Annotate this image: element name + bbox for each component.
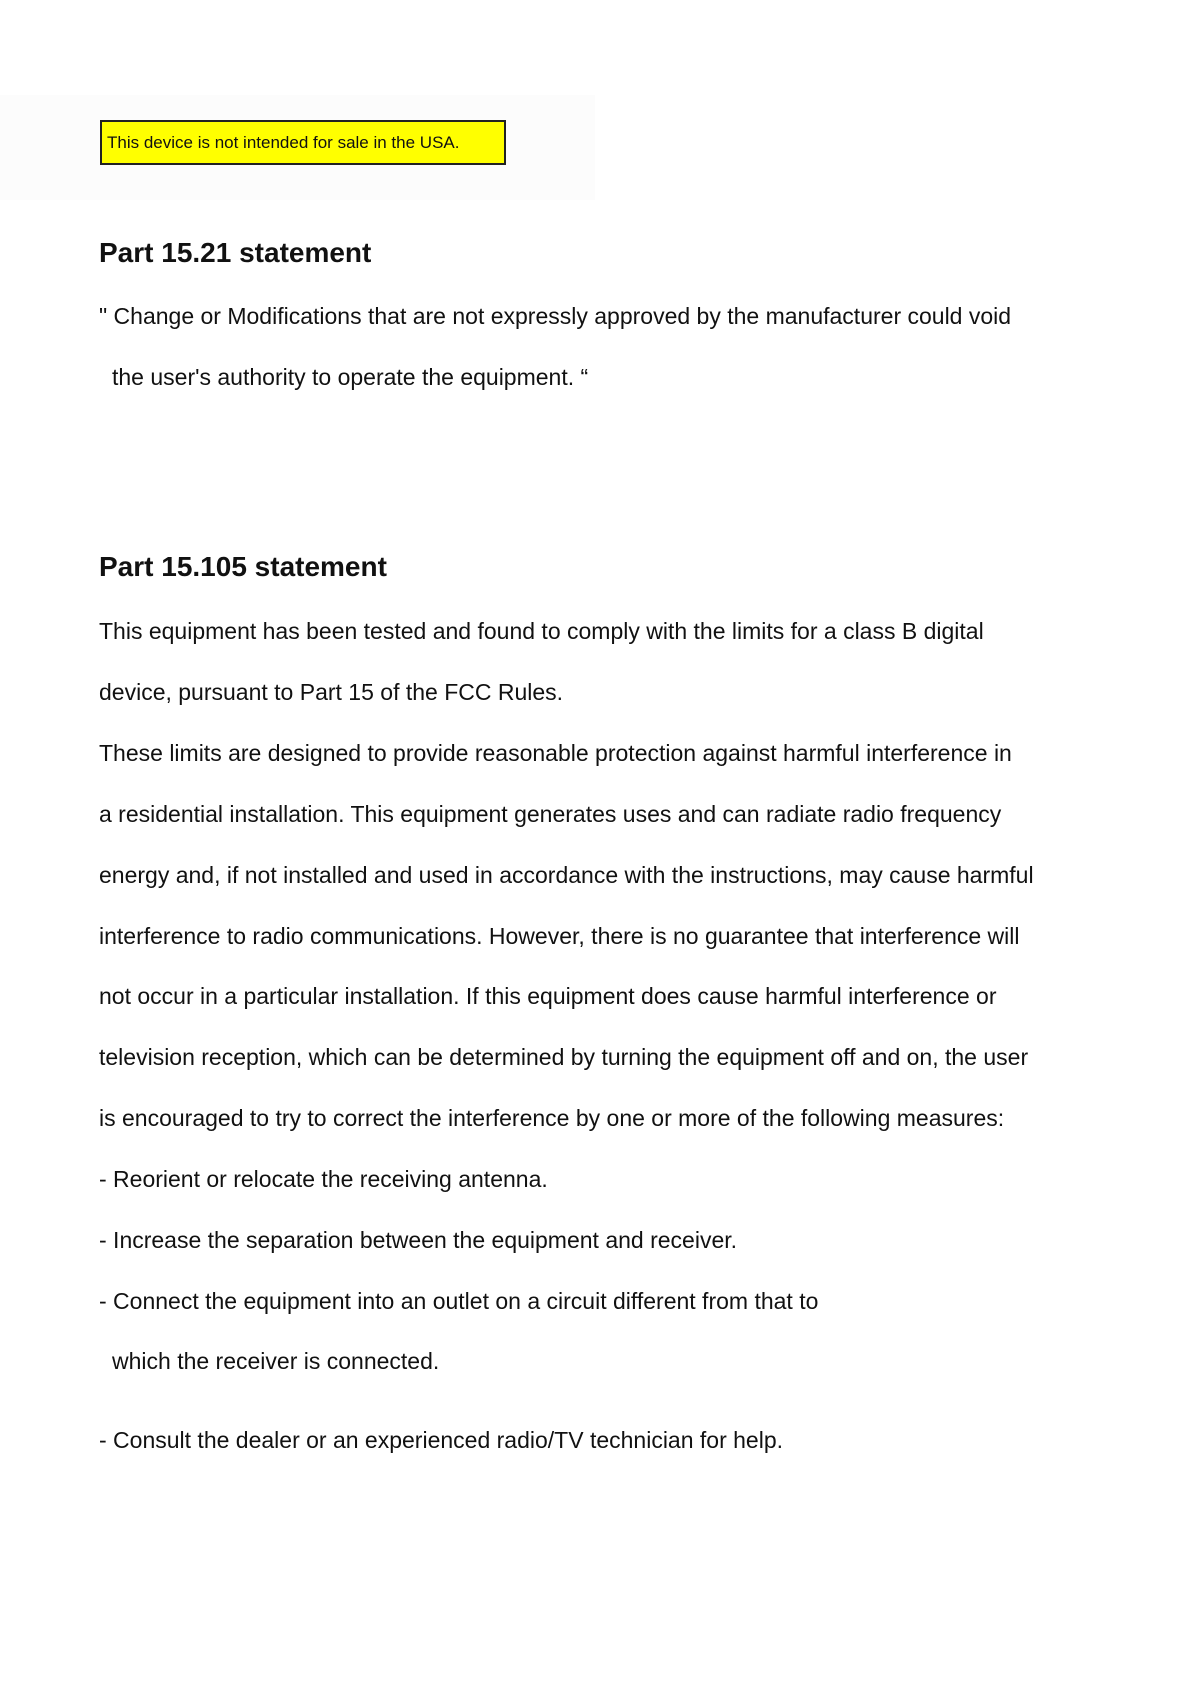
measure-separation: - Increase the separation between the equipment and receiver. (99, 1227, 738, 1253)
part-15-105-line-1: This equipment has been tested and found to comply with the limits for a class B digital (99, 618, 984, 644)
part-15-105-line-4: a residential installation. This equipment generates uses and can radiate radio frequency (99, 801, 1002, 827)
part-15-105-line-3: These limits are designed to provide reasonable protection against harmful interference in (99, 740, 1012, 766)
measure-outlet-continued: which the receiver is connected. (112, 1348, 440, 1374)
part-15-105-heading: Part 15.105 statement (99, 551, 387, 582)
part-15-105-line-5: energy and, if not installed and used in accordance with the instructions, may cause harmful (99, 862, 1034, 888)
part-15-21-heading: Part 15.21 statement (99, 237, 372, 268)
part-15-105-line-8: television reception, which can be determined by turning the equipment off and on, the user (99, 1044, 1029, 1070)
part-15-21-line-2: the user's authority to operate the equipment. “ (112, 364, 589, 390)
part-15-105-line-2: device, pursuant to Part 15 of the FCC Rules. (99, 679, 564, 705)
measure-reorient: - Reorient or relocate the receiving antenna. (99, 1166, 548, 1192)
part-15-105-line-6: interference to radio communications. However, there is no guarantee that interference will (99, 923, 1020, 949)
measure-outlet: - Connect the equipment into an outlet on a circuit different from that to (99, 1288, 819, 1314)
part-15-105-line-9: is encouraged to try to correct the interference by one or more of the following measures: (99, 1105, 1005, 1131)
not-for-sale-notice: This device is not intended for sale in the USA. (100, 120, 506, 165)
part-15-105-line-7: not occur in a particular installation. If this equipment does cause harmful interference or (99, 983, 997, 1009)
measure-consult: - Consult the dealer or an experienced radio/TV technician for help. (99, 1427, 784, 1453)
part-15-21-line-1: " Change or Modifications that are not expressly approved by the manufacturer could void (99, 303, 1012, 329)
